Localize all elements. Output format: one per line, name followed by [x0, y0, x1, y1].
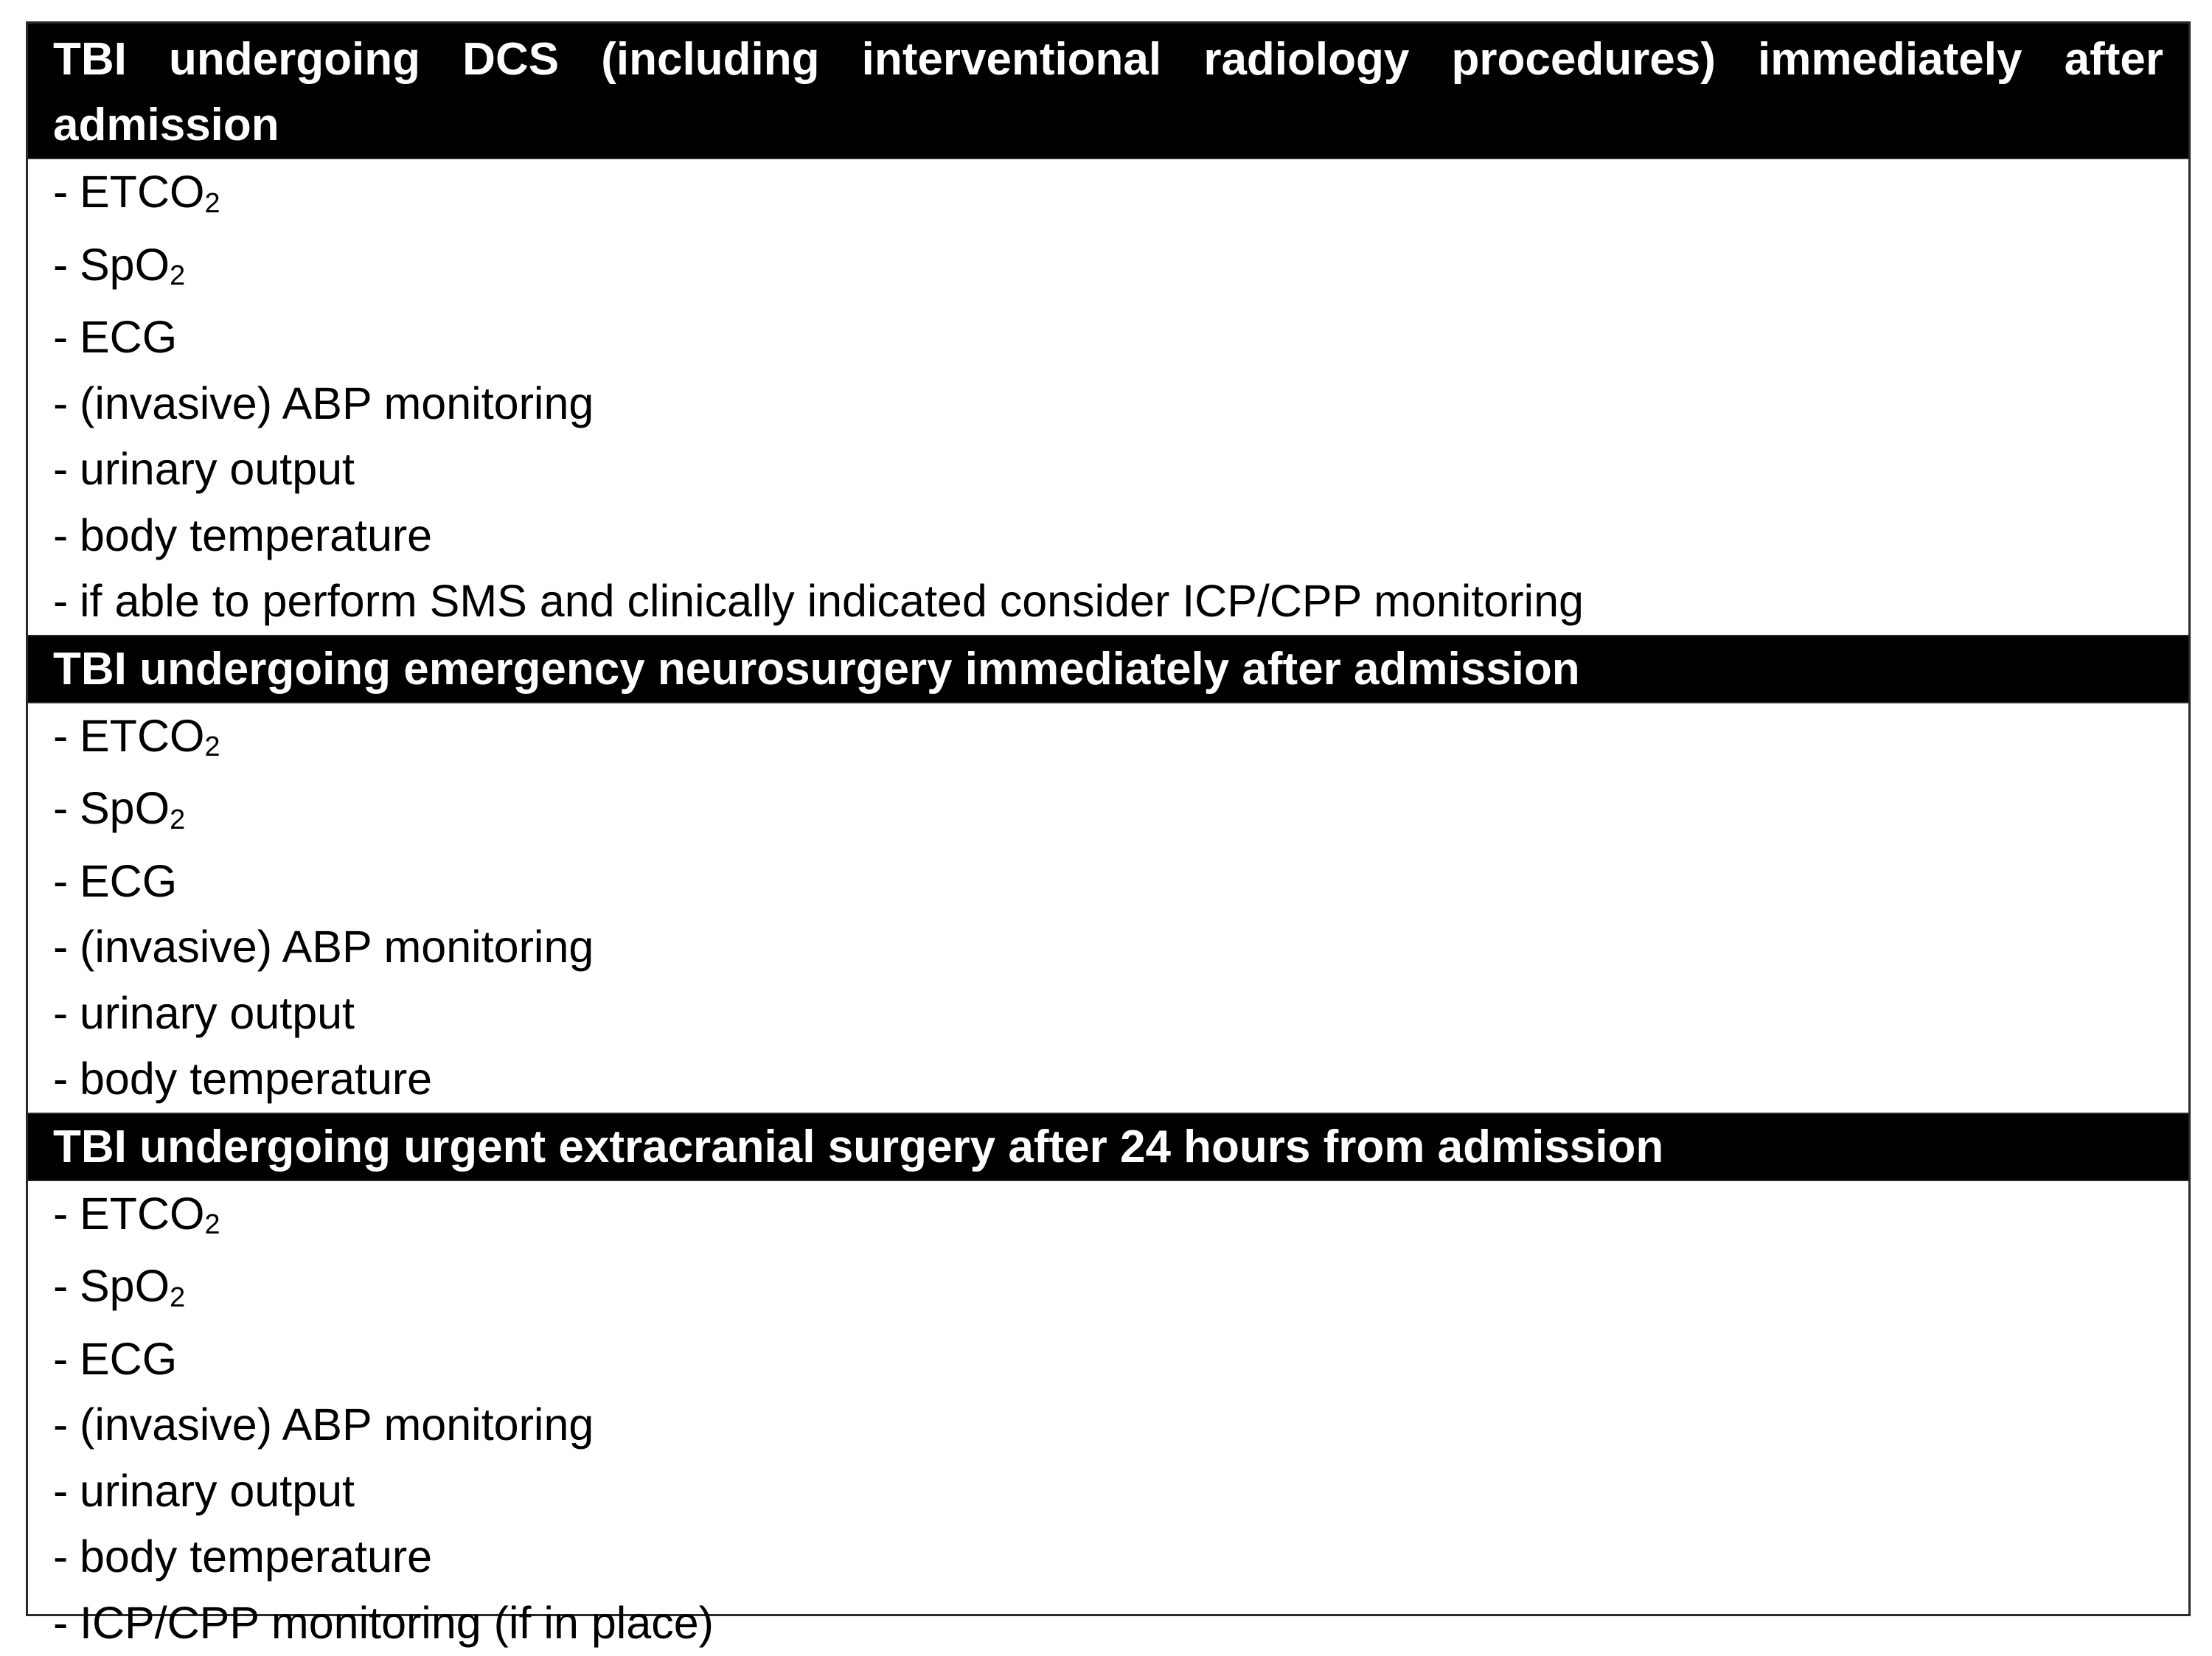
list-item: - $ETCO_2$ — [53, 1181, 2163, 1254]
list-item: - (invasive) ABP monitoring — [53, 371, 2163, 437]
bullet-dash: - — [53, 1458, 80, 1525]
list-item: - $ETCO_2$ — [53, 159, 2163, 232]
list-item: - if able to perform SMS and clinically indicated consider ICP/CPP monitoring — [53, 568, 2163, 635]
bullet-dash: - — [53, 1326, 80, 1393]
list-item: - urinary output — [53, 1458, 2163, 1525]
bullet-dash: - — [53, 914, 80, 981]
bullet-dash: - — [53, 1046, 80, 1113]
bullet-dash: - — [53, 568, 80, 635]
list-item: - SpO$_2$ — [53, 1253, 2163, 1326]
bullet-dash: - — [53, 849, 80, 915]
section-header-emergency-neurosurgery: TBI undergoing emergency neurosurgery immediately after admission — [28, 636, 2188, 702]
list-item: - body temperature — [53, 1046, 2163, 1113]
bullet-dash: - — [53, 981, 80, 1047]
section-header-extracranial-surgery: TBI undergoing urgent extracranial surgery after 24 hours from admission — [28, 1114, 2188, 1180]
list-item: - ECG — [53, 305, 2163, 371]
bullet-dash: - — [53, 1181, 80, 1254]
bullet-dash: - — [53, 1253, 80, 1326]
list-item: - body temperature — [53, 503, 2163, 569]
list-item: - (invasive) ABP monitoring — [53, 1392, 2163, 1458]
section-body-dcs — [28, 158, 2188, 636]
section-header-dcs: TBI undergoing DCS (including interventional radiology procedures) immediately after admission — [28, 24, 2188, 158]
monitoring-table — [26, 21, 2191, 1616]
bullet-dash: - — [53, 703, 80, 776]
list-item: - urinary output — [53, 436, 2163, 503]
bullet-dash: - — [53, 305, 80, 371]
list-item: - SpO$_2$ — [53, 232, 2163, 305]
bullet-dash: - — [53, 436, 80, 503]
list-item: - SpO$_2$ — [53, 776, 2163, 849]
list-item: - ICP/CPP monitoring (if in place) — [53, 1590, 2163, 1656]
list-item: - $ETCO_2$ — [53, 703, 2163, 776]
bullet-dash: - — [53, 1524, 80, 1590]
section-body-emergency-neurosurgery — [28, 702, 2188, 1114]
bullet-dash: - — [53, 503, 80, 569]
list-item: - ECG — [53, 1326, 2163, 1393]
bullet-dash: - — [53, 1590, 80, 1656]
bullet-dash: - — [53, 371, 80, 437]
bullet-dash: - — [53, 776, 80, 849]
list-item: - ECG — [53, 849, 2163, 915]
bullet-dash: - — [53, 159, 80, 232]
list-item: - urinary output — [53, 981, 2163, 1047]
section-body-extracranial-surgery — [28, 1180, 2188, 1656]
list-item: - (invasive) ABP monitoring — [53, 914, 2163, 981]
bullet-dash: - — [53, 232, 80, 305]
bullet-dash: - — [53, 1392, 80, 1458]
list-item: - body temperature — [53, 1524, 2163, 1590]
